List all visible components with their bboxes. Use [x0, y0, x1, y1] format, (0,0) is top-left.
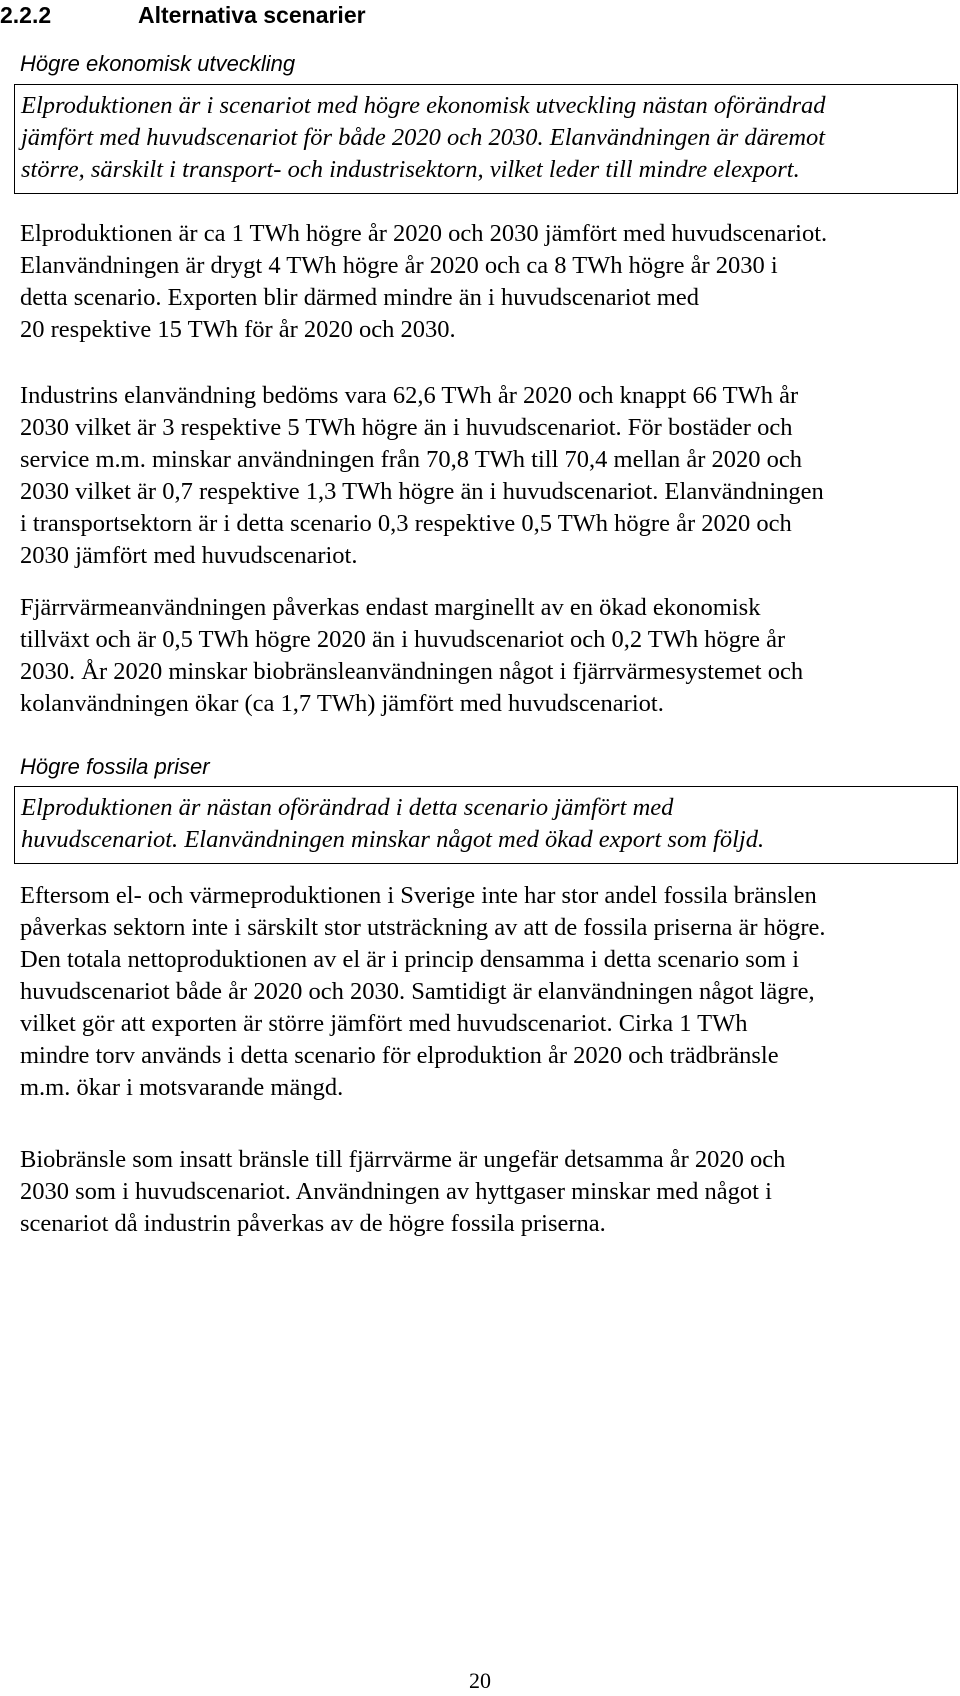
scenario-summary-box — [14, 84, 958, 194]
scenario-summary-box — [14, 786, 958, 864]
text-line: Elanvändningen är drygt 4 TWh högre år 2020 och ca 8 TWh högre år 2030 i — [20, 252, 778, 279]
text-line: 2030 vilket är 0,7 respektive 1,3 TWh högre än i huvudscenariot. Elanvändningen — [20, 478, 824, 505]
summary-line: huvudscenariot. Elanvändningen minskar något med ökad export som följd. — [21, 826, 765, 853]
text-line: m.m. ökar i motsvarande mängd. — [20, 1074, 344, 1101]
text-line: Biobränsle som insatt bränsle till fjärrvärme är ungefär detsamma år 2020 och — [20, 1146, 786, 1173]
text-line: 2030 som i huvudscenariot. Användningen av hyttgaser minskar med något i — [20, 1178, 772, 1205]
paragraph — [20, 380, 950, 572]
text-line: huvudscenariot både år 2020 och 2030. Samtidigt är elanvändningen något lägre, — [20, 978, 815, 1005]
paragraph — [20, 880, 950, 1104]
summary-line: Elproduktionen är nästan oförändrad i detta scenario jämfört med — [21, 794, 674, 821]
text-line: Fjärrvärmeanvändningen påverkas endast marginellt av en ökad ekonomisk — [20, 594, 761, 621]
page-number: 20 — [469, 1668, 491, 1693]
scenario-heading-higher-fossil-prices: Högre fossila priser — [20, 754, 210, 779]
text-line: service m.m. minskar användningen från 70,8 TWh till 70,4 mellan år 2020 och — [20, 446, 802, 473]
paragraph — [20, 592, 950, 720]
text-line: 2030. År 2020 minskar biobränsleanvändningen något i fjärrvärmesystemet och — [20, 658, 804, 685]
summary-line: större, särskilt i transport- och industrisektorn, vilket leder till mindre elexport. — [21, 156, 800, 183]
scenario-heading-higher-economic-growth: Högre ekonomisk utveckling — [20, 51, 296, 76]
paragraph — [20, 218, 950, 346]
text-line: vilket gör att exporten är större jämfört med huvudscenariot. Cirka 1 TWh — [20, 1010, 748, 1037]
paragraph — [20, 1144, 950, 1240]
text-line: i transportsektorn är i detta scenario 0,3 respektive 0,5 TWh högre år 2020 och — [20, 510, 792, 537]
text-line: Elproduktionen är ca 1 TWh högre år 2020 och 2030 jämfört med huvudscenariot. — [20, 220, 828, 247]
summary-line: Elproduktionen är i scenariot med högre ekonomisk utveckling nästan oförändrad — [21, 92, 826, 119]
text-line: Eftersom el- och värmeproduktionen i Sverige inte har stor andel fossila bränslen — [20, 882, 817, 909]
text-line: detta scenario. Exporten blir därmed mindre än i huvudscenariot med — [20, 284, 699, 311]
text-line: Den totala nettoproduktionen av el är i princip densamma i detta scenario som i — [20, 946, 799, 973]
section-title: Alternativa scenarier — [138, 2, 366, 28]
text-line: påverkas sektorn inte i särskilt stor utsträckning av att de fossila priserna är högre. — [20, 914, 826, 941]
text-line: 2030 vilket är 3 respektive 5 TWh högre än i huvudscenariot. För bostäder och — [20, 414, 793, 441]
text-line: 20 respektive 15 TWh för år 2020 och 2030. — [20, 316, 456, 343]
text-line: scenariot då industrin påverkas av de högre fossila priserna. — [20, 1210, 606, 1237]
section-heading — [0, 0, 366, 30]
text-line: mindre torv används i detta scenario för elproduktion år 2020 och trädbränsle — [20, 1042, 779, 1069]
text-line: Industrins elanvändning bedöms vara 62,6 TWh år 2020 och knappt 66 TWh år — [20, 382, 799, 409]
text-line: tillväxt och är 0,5 TWh högre 2020 än i huvudscenariot och 0,2 TWh högre år — [20, 626, 786, 653]
text-line: 2030 jämfört med huvudscenariot. — [20, 542, 358, 569]
text-line: kolanvändningen ökar (ca 1,7 TWh) jämfört med huvudscenariot. — [20, 690, 664, 717]
summary-line: jämfört med huvudscenariot för både 2020 och 2030. Elanvändningen är däremot — [21, 124, 826, 151]
section-number: 2.2.2 — [0, 2, 52, 28]
